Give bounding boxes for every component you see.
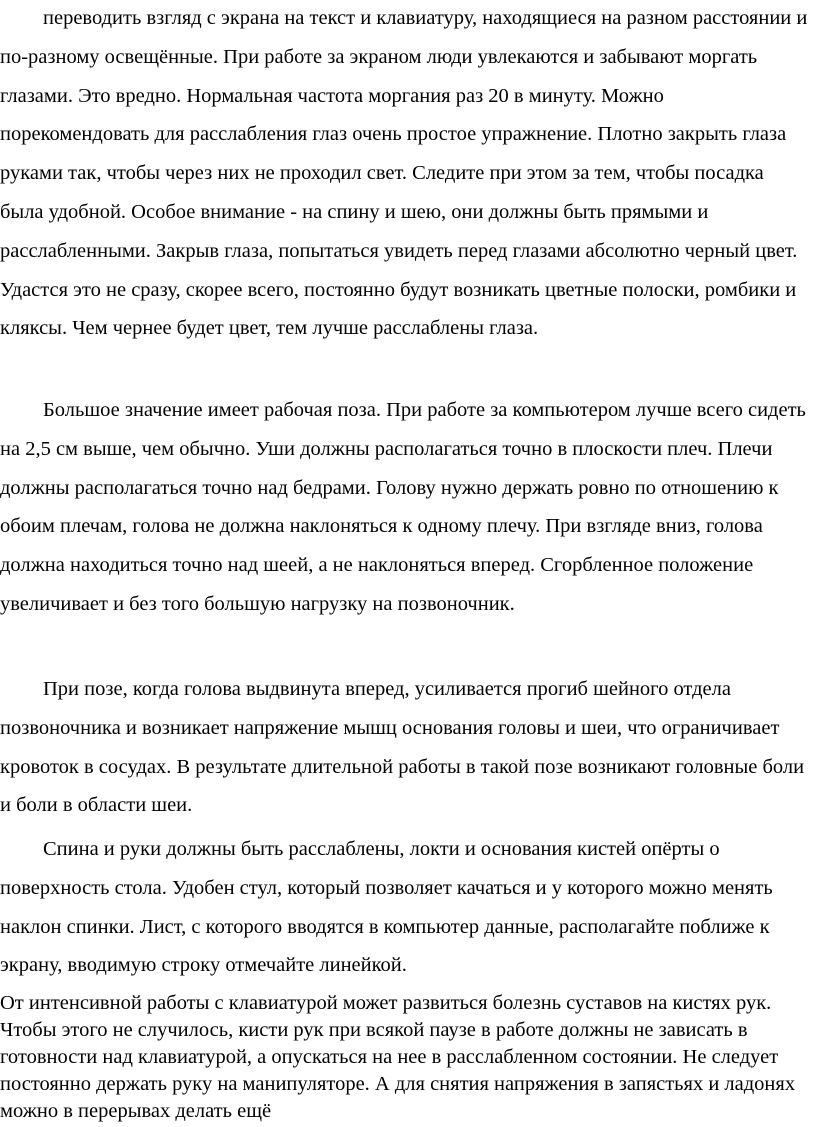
paragraph-head-position: При позе, когда голова выдвинута вперед, усиливается прогиб шейного отдела позвоночника и возникает напряжение мышц основания головы и шеи, что ограничивает кровоток в сосудах. В результате длительной работы в такой позе возникают головные боли и боли в области шеи.: [0, 678, 805, 817]
paragraph-working-posture: Большое значение имеет рабочая поза. При работе за компьютером лучше всего сидеть на 2,5 см выше, чем обычно. Уши должны располагаться точно в плоскости плеч. Плечи должны располагаться точно над бедрами. Голову нужно держать ровно по отношению к обоим плечам, голова не должна наклоняться к одному плечу. При взгляде вниз, голова должна находиться точно над шеей, а не наклоняться вперед. Сгорбленное положение увеличивает и без того большую нагрузку на позвоночник.: [0, 399, 806, 615]
paragraph-eye-relaxation: переводить взгляд с экрана на текст и клавиатуру, находящиеся на разном расстоянии и по-разному освещённые. При работе за экраном люди увлекаются и забывают моргать глазами. Это вредно. Нормальная частота моргания раз 20 в минуту. Можно порекомендовать для расслабления глаз очень простое упражнение. Плотно закрыть глаза руками так, чтобы через них не проходил свет. Следите при этом за тем, чтобы посадка была удобной. Особое внимание - на спину и шею, они должны быть прямыми и расслабленными. Закрыв глаза, попытаться увидеть перед глазами абсолютно черный цвет. Удастся это не сразу, скорее всего, постоянно будут возникать цветные полоски, ромбики и кляксы. Чем чернее будет цвет, тем лучше расслаблены глаза.: [0, 7, 808, 340]
paragraph-keyboard-hands: От интенсивной работы с клавиатурой может развиться болезнь суставов на кистях рук. Чтобы этого не случилось, кисти рук при всякой паузе в работе должны не зависать в готовности над клавиатурой, а опускаться на нее в расслабленном состоянии. Не следует постоянно держать руку на манипуляторе. А для снятия напряжения в запястьях и ладонях можно в перерывах делать ещё: [0, 992, 796, 1122]
paragraph-back-and-arms: Спина и руки должны быть расслаблены, локти и основания кистей опёрты о поверхность стола. Удобен стул, который позволяет качаться и у которого можно менять наклон спинки. Лист, с которого вводятся в компьютер данные, располагайте поближе к экрану, вводимую строку отмечайте линейкой.: [0, 838, 773, 977]
